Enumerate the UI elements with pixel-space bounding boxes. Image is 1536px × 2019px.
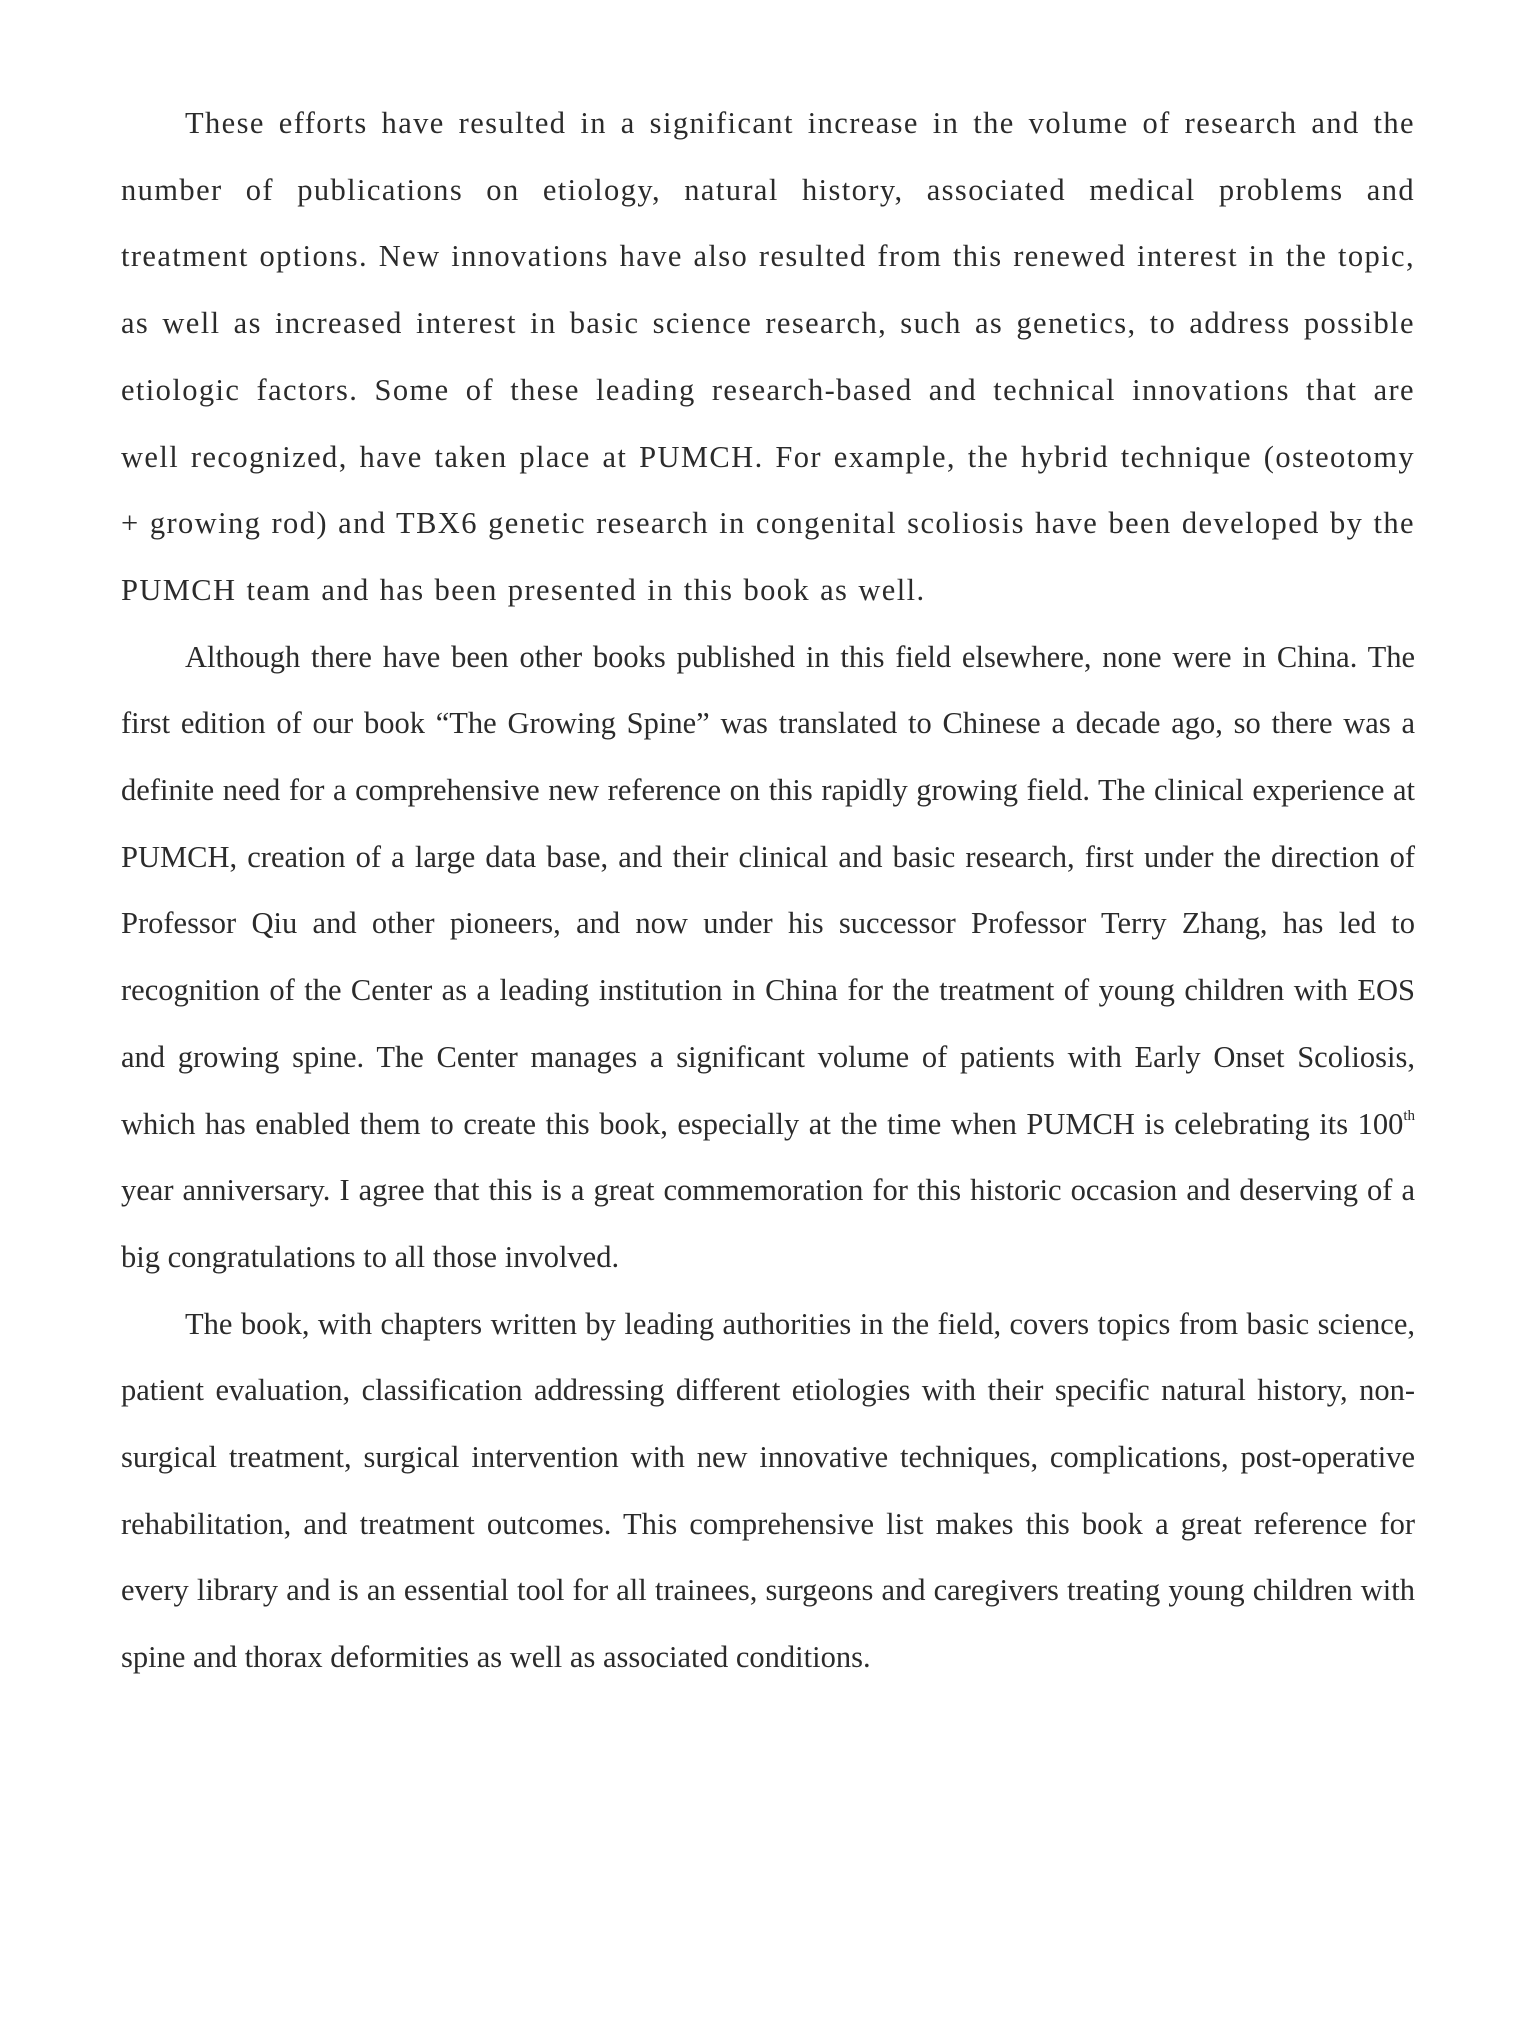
paragraph-3-text: The book, with chapters written by leading authorities in the field, covers topics from basic science, patient evaluation, classification addressing different etiologies with their specific natural history, non-surgical treatment, surgical intervention with new innovative techniques, complications, post-operative rehabilitation, and treatment outcomes. This comprehensive list makes this book a great reference for every library and is an essential tool for all trainees, surgeons and caregivers treating young children with spine and thorax deformities as well as associated conditions. [121,1306,1415,1675]
paragraph-2-text-end: year anniversary. I agree that this is a great commemoration for this historic occasion and deserving of a big congratulations to all those involved. [121,1173,1415,1274]
body-text [121,90,1415,1691]
paragraph-2-text-start: Although there have been other books published in this field elsewhere, none were in China. The first edition of our book “The Growing Spine” was translated to Chinese a decade ago, so there was a definite need for a comprehensive new reference on this rapidly growing field. The clinical experience at PUMCH, creation of a large data base, and their clinical and basic research, first under the direction of Professor Qiu and other pioneers, and now under his successor Professor Terry Zhang, has led to recognition of the Center as a leading institution in China for the treatment of young children with EOS and growing spine. The Center manages a significant volume of patients with Early Onset Scoliosis, which has enabled them to create this book, especially at the time when PUMCH is celebrating its 100 [121,639,1415,1141]
paragraph-1-text: These efforts have resulted in a significant increase in the volume of research and the number of publications on etiology, natural history, associated medical problems and treatment options. New innovations have also resulted from this renewed interest in the topic, as well as increased interest in basic science research, such as genetics, to address possible etiologic factors. Some of these leading research-based and technical innovations that are well recognized, have taken place at PUMCH. For example, the hybrid technique (osteotomy + growing rod) and TBX6 genetic research in congenital scoliosis have been developed by the PUMCH team and has been presented in this book as well. [121,106,1415,607]
ordinal-superscript: th [1403,1107,1415,1124]
paragraph-1 [121,90,1415,624]
paragraph-2 [121,624,1415,1291]
paragraph-3 [121,1291,1415,1691]
